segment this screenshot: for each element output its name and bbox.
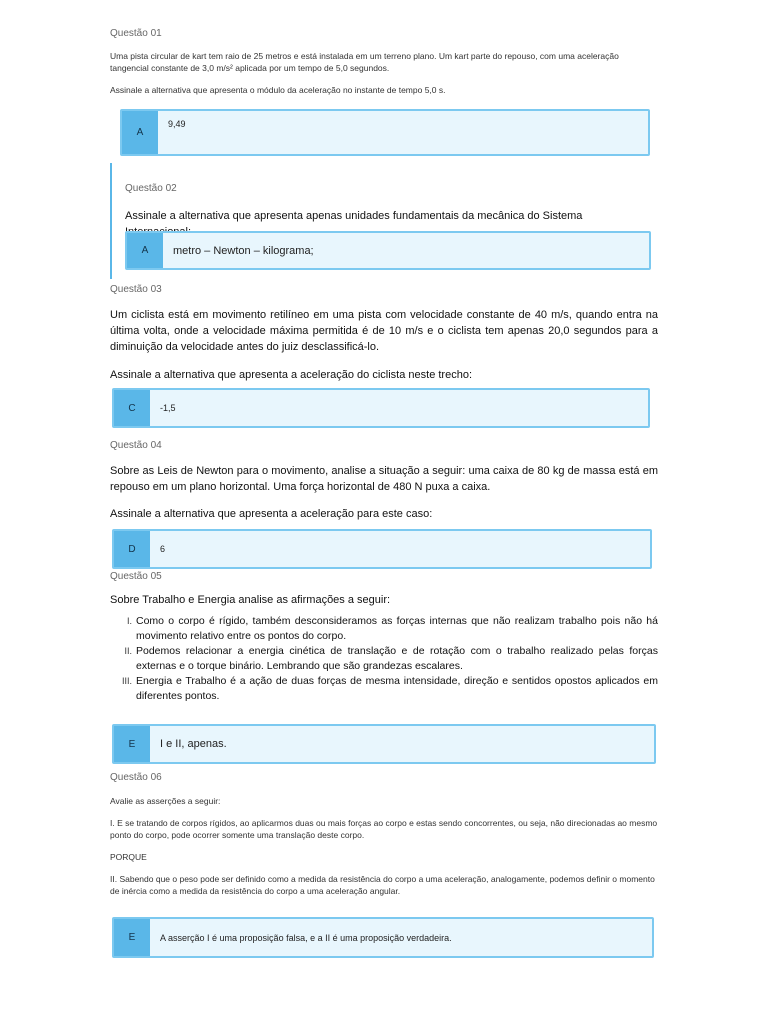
answer-letter: A <box>127 233 163 268</box>
assertion-1: I. E se tratando de corpos rígidos, ao aplicarmos duas ou mais forças ao corpo e estas sendo concorrentes, ou seja, não direcionadas ao mesmo ponto do corpo, pode ocorrer somente uma translação deste corpo. <box>110 818 658 840</box>
question-text: Sobre Trabalho e Energia analise as afirmações a seguir: <box>110 594 391 606</box>
question-label: Questão 02 <box>125 183 177 194</box>
answer-text: 6 <box>160 544 166 554</box>
answer-box[interactable] <box>125 231 651 270</box>
statements-list <box>110 614 658 704</box>
question-text: Sobre as Leis de Newton para o movimento, analise a situação a seguir: uma caixa de 80 kg de massa está em repouso em um plano horizontal. Uma força horizontal de 480 N puxa a caixa. <box>110 465 658 493</box>
assertion-2: II. Sabendo que o peso pode ser definido como a medida da resistência do corpo a uma aceleração, analogamente, podemos definir o momento de inércia como a medida da resistência do corpo a uma aceleração angular. <box>110 874 655 896</box>
answer-text: -1,5 <box>160 403 176 413</box>
question-text: Um ciclista está em movimento retilíneo em uma pista com velocidade constante de 40 m/s, quando entra na última volta, onde a velocidade máxima permitida é de 10 m/s e o ciclista tem apenas 20,0 segundos para a diminuição da velocidade antes do juiz desclassificá-lo. <box>110 309 658 353</box>
question-label: Questão 05 <box>110 571 162 582</box>
statement-number: I. <box>126 616 132 626</box>
statement-number: III. <box>121 676 132 686</box>
question-label: Questão 01 <box>110 28 162 39</box>
answer-box[interactable] <box>112 917 654 958</box>
question-label: Questão 06 <box>110 772 162 783</box>
answer-letter: E <box>114 919 150 956</box>
question-text: Assinale a alternativa que apresenta apenas unidades fundamentais da mecânica do Sistema <box>125 210 583 222</box>
question-05 <box>110 571 658 704</box>
answer-box[interactable] <box>112 724 656 764</box>
question-label: Questão 03 <box>110 284 162 295</box>
statement-text: Energia e Trabalho é a ação de duas forças de mesma intensidade, direção e sentidos opostos aplicados em diferentes pontos. <box>136 675 658 702</box>
answer-box[interactable] <box>112 529 652 569</box>
statement-item <box>110 674 658 704</box>
answer-letter: C <box>114 390 150 426</box>
question-06 <box>110 772 658 897</box>
question-prompt: Assinale a alternativa que apresenta o módulo da aceleração no instante de tempo 5,0 s. <box>110 85 446 95</box>
question-text: Avalie as asserções a seguir: <box>110 796 221 806</box>
question-01 <box>110 28 658 96</box>
answer-letter: A <box>122 111 158 154</box>
question-prompt: Assinale a alternativa que apresenta a aceleração para este caso: <box>110 508 433 520</box>
statement-item <box>110 614 658 644</box>
answer-letter: D <box>114 531 150 567</box>
answer-box[interactable] <box>112 388 650 428</box>
statement-item <box>110 644 658 674</box>
statement-text: Podemos relacionar a energia cinética de translação e de rotação com o trabalho realizado pelas forças externas e o torque binário. Lembrando que são grandezas escalares. <box>136 645 658 672</box>
question-label: Questão 04 <box>110 440 162 451</box>
question-prompt: Assinale a alternativa que apresenta a aceleração do ciclista neste trecho: <box>110 369 472 381</box>
answer-box[interactable] <box>120 109 650 156</box>
statement-text: Como o corpo é rígido, também desconsideramos as forças internas que não realizam trabalho pois não há movimento relativo entre os pontos do corpo. <box>136 615 658 642</box>
question-04 <box>110 440 658 522</box>
answer-letter: E <box>114 726 150 762</box>
answer-text: metro – Newton – kilograma; <box>173 244 314 257</box>
answer-text: I e II, apenas. <box>160 738 227 750</box>
statement-number: II. <box>124 646 132 656</box>
answer-text: A asserção I é uma proposição falsa, e a II é uma proposição verdadeira. <box>160 932 452 943</box>
question-text: Uma pista circular de kart tem raio de 25 metros e está instalada em um terreno plano. Um kart parte do repouso, com uma aceleração tangencial constante de 3,0 m/s² aplicada por um tempo de 5,0 segundos. <box>110 51 619 73</box>
question-03 <box>110 284 658 383</box>
answer-text: 9,49 <box>168 119 186 129</box>
connector-text: PORQUE <box>110 852 147 862</box>
